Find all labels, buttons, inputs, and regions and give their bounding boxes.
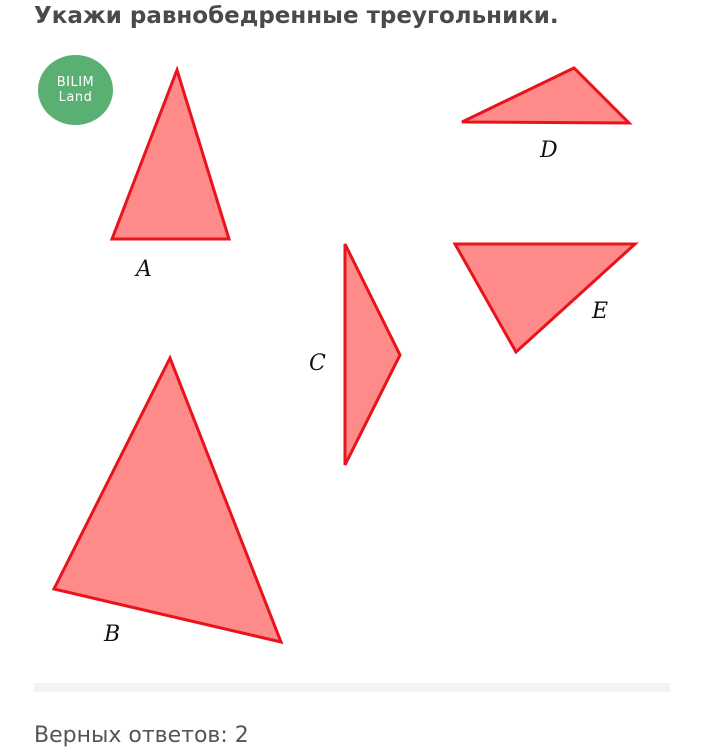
triangle-b[interactable] (54, 358, 281, 647)
triangle-c[interactable] (309, 244, 400, 465)
logo-line-1: BILIM (56, 75, 95, 90)
triangle-d[interactable] (462, 68, 629, 163)
triangle-a[interactable] (112, 70, 229, 282)
triangle-d-label: D (540, 138, 558, 163)
triangle-b-label: B (104, 622, 121, 647)
divider (34, 683, 670, 692)
logo-line-2: Land (58, 90, 93, 105)
triangle-a-label: A (136, 257, 152, 282)
triangle-c-label: C (309, 351, 326, 376)
correct-answers-count: Верных ответов: 2 (34, 723, 249, 748)
bilimland-logo (38, 55, 113, 125)
triangle-e-label: E (592, 299, 609, 324)
triangle-e[interactable] (455, 244, 635, 352)
question-title: Укажи равнобедренные треугольники. (34, 3, 559, 29)
